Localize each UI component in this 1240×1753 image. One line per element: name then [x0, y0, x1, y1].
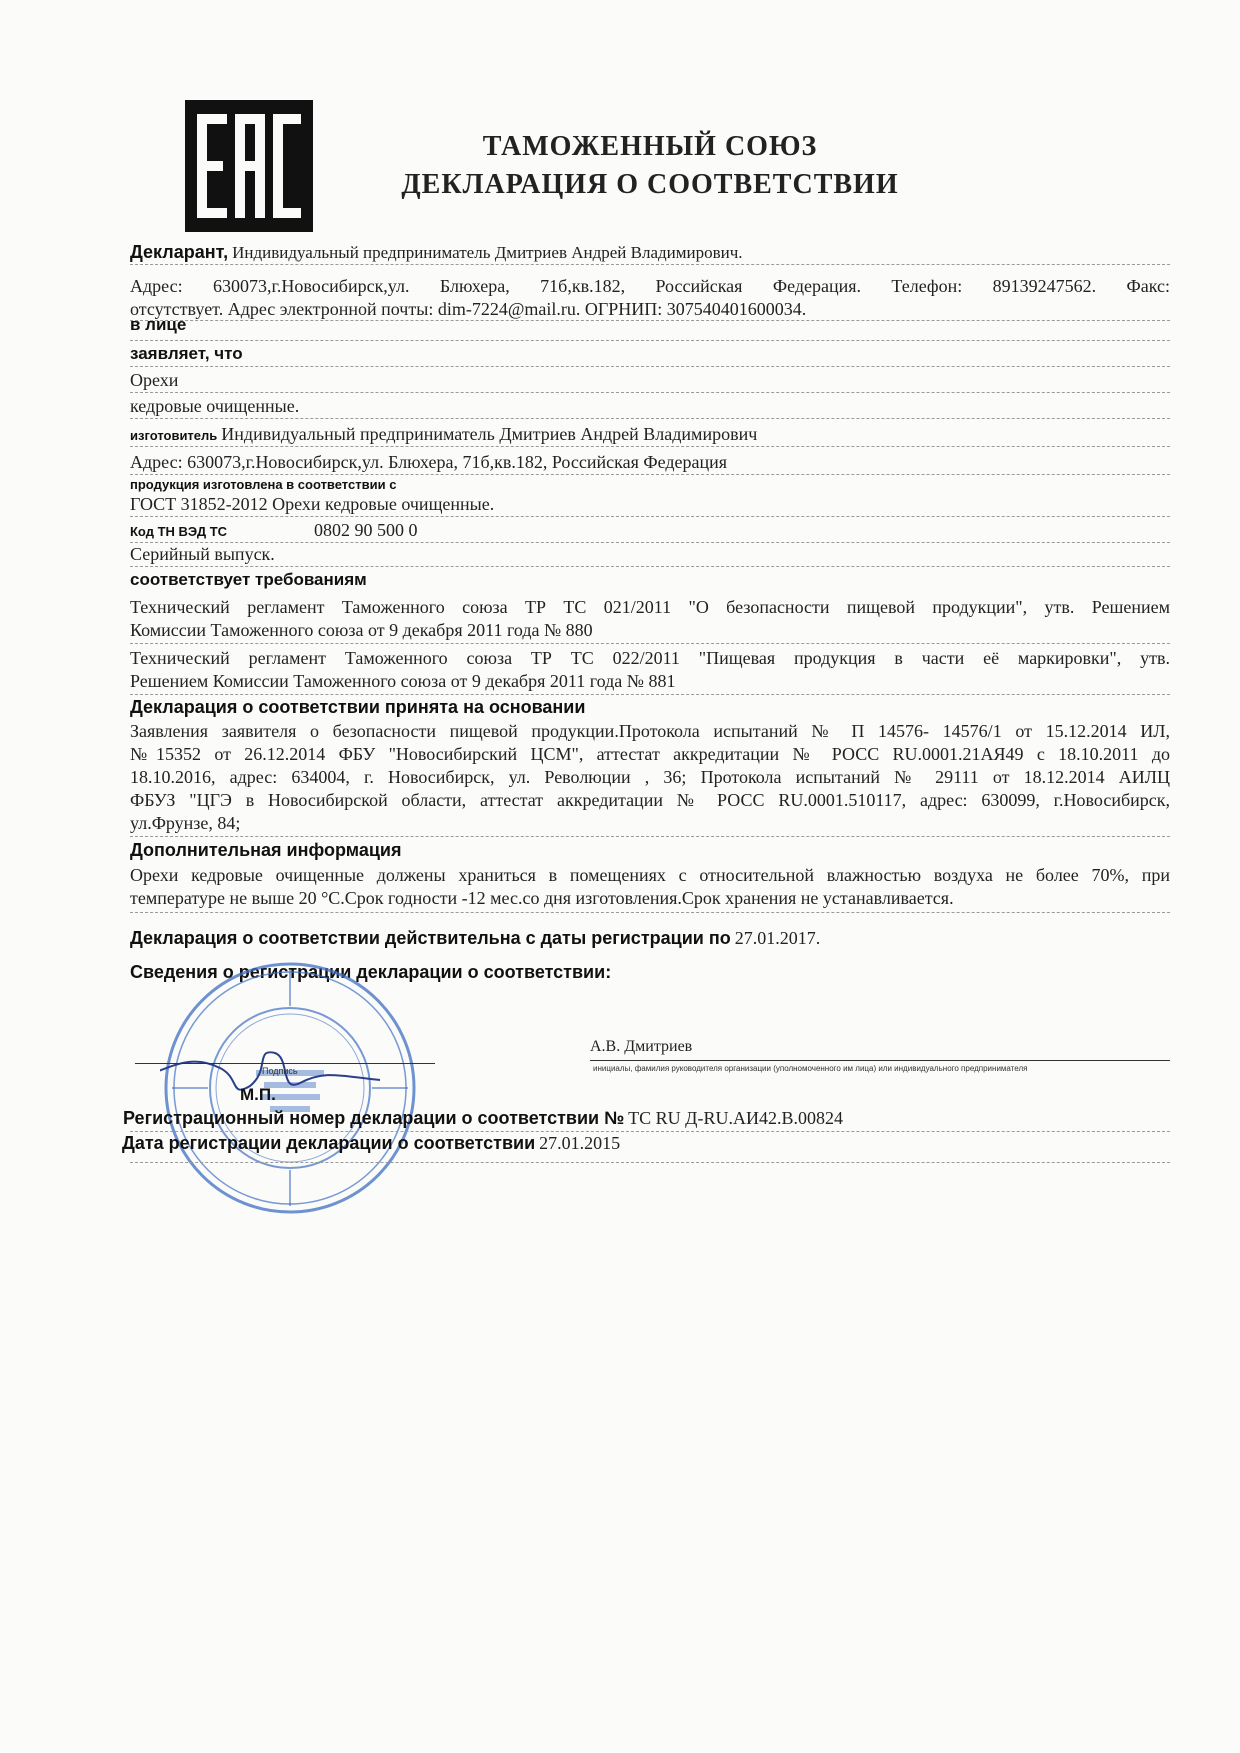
valid-row — [130, 928, 1170, 949]
signatory-name: А.В. Дмитриев — [590, 1038, 693, 1055]
registration-info-label: Сведения о регистрации декларации о соответствии: — [130, 962, 612, 982]
in-person-row — [130, 315, 1170, 335]
manufacturer-label: изготовитель — [130, 428, 218, 443]
produced-row — [130, 476, 1170, 494]
rule — [130, 912, 1170, 913]
declares-label: заявляет, что — [130, 344, 243, 363]
tnved-label: Код ТН ВЭД ТС — [130, 524, 228, 539]
eac-logo-icon — [185, 100, 313, 232]
additional-line-1: Орехи кедровые очищенные должены храниться в помещениях с относительной влажностью воздуха не более 70%, при — [130, 865, 1170, 885]
seal-stamp-icon — [160, 958, 420, 1218]
rule — [130, 694, 1170, 695]
manufacturer-row — [130, 424, 1170, 445]
declarant-address-1: Адрес: 630073,г.Новосибирск,ул. Блюхера, 71б,кв.182, Российская Федерация. Телефон: 89139247562. Факс: — [130, 276, 1170, 296]
rule — [130, 836, 1170, 837]
valid-value: 27.01.2017. — [734, 928, 821, 948]
basis-label: Декларация о соответствии принята на основании — [130, 697, 586, 717]
reg-date-row — [122, 1133, 1162, 1154]
signature-caption: Подпись — [262, 1066, 298, 1076]
signature-line — [135, 1063, 435, 1064]
name-caption: инициалы, фамилия руководителя организации (уполномоченного им лица) или индивидуального предпринимателя — [593, 1064, 1028, 1073]
rule — [130, 516, 1170, 517]
rule — [130, 1162, 1170, 1163]
rule — [130, 366, 1170, 367]
basis-row — [130, 697, 1170, 718]
complies-row — [130, 570, 1170, 590]
basis-line-3: 18.10.2016, адрес: 634004, г. Новосибирск, ул. Революции , 36; Протокола испытаний № 29111 от 18.12.2014 АИЛЦ — [130, 767, 1170, 787]
additional-label: Дополнительная информация — [130, 840, 402, 860]
rule — [130, 392, 1170, 393]
reg-number-label: Регистрационный номер декларации о соответствии № — [123, 1108, 625, 1128]
declarant-label: Декларант, — [130, 242, 229, 262]
manufacturer-name: Индивидуальный предприниматель Дмитриев Андрей Владимирович — [221, 424, 758, 444]
regulation-1a: Технический регламент Таможенного союза ТР ТС 021/2011 "О безопасности пищевой продукции", утв. Решением — [130, 597, 1170, 617]
regulation-2a: Технический регламент Таможенного союза ТР ТС 022/2011 "Пищевая продукция в части её маркировки", утв. — [130, 648, 1170, 668]
stamp-place-label: М.П. — [240, 1085, 276, 1104]
basis-line-1: Заявления заявителя о безопасности пищевой продукции.Протокола испытаний № П 14576- 14576/1 от 15.12.2014 ИЛ, — [130, 721, 1170, 741]
rule — [130, 566, 1170, 567]
declares-row — [130, 344, 1170, 364]
reg-date-label: Дата регистрации декларации о соответствии — [122, 1133, 536, 1153]
declarant-address-2: отсутствует. Адрес электронной почты: dim-7224@mail.ru. ОГРНИП: 307540401600034. — [130, 299, 807, 319]
manufacturer-address: Адрес: 630073,г.Новосибирск,ул. Блюхера, 71б,кв.182, Российская Федерация — [130, 452, 727, 472]
regulation-2b: Решением Комиссии Таможенного союза от 9 декабря 2011 года № 881 — [130, 671, 676, 691]
rule — [130, 446, 1170, 447]
rule — [130, 1131, 1170, 1132]
rule — [130, 542, 1170, 543]
regulation-1b: Комиссии Таможенного союза от 9 декабря 2011 года № 880 — [130, 620, 593, 640]
reg-number-value: ТС RU Д-RU.АИ42.В.00824 — [628, 1108, 843, 1128]
tnved-value: 0802 90 500 0 — [314, 520, 418, 540]
declarant-row — [130, 242, 1170, 263]
rule — [130, 340, 1170, 341]
document-title — [380, 128, 920, 204]
serial-value: Серийный выпуск. — [130, 544, 275, 564]
valid-label: Декларация о соответствии действительна с даты регистрации по — [130, 928, 731, 948]
produced-value: ГОСТ 31852-2012 Орехи кедровые очищенные. — [130, 494, 495, 514]
reg-number-row — [123, 1108, 1163, 1129]
tnved-row — [130, 520, 1170, 541]
basis-line-4: ФБУЗ "ЦГЭ в Новосибирской области, аттестат аккредитации № РОСС RU.0001.510117, адрес: 630099, г.Новосибирск, — [130, 790, 1170, 810]
produced-label: продукция изготовлена в соответствии с — [130, 477, 397, 492]
basis-line-2: №15352 от 26.12.2014 ФБУ "Новосибирский ЦСМ", аттестат аккредитации № РОСС RU.0001.21АЯ49 с 18.10.2011 до — [130, 744, 1170, 764]
rule — [130, 643, 1170, 644]
rule — [130, 474, 1170, 475]
reg-date-value: 27.01.2015 — [539, 1133, 621, 1153]
in-person-label: в лице — [130, 315, 187, 334]
title-line-2: ДЕКЛАРАЦИЯ О СООТВЕТСТВИИ — [401, 169, 899, 200]
basis-line-5: ул.Фрунзе, 84; — [130, 813, 241, 833]
declarant-name: Индивидуальный предприниматель Дмитриев Андрей Владимирович. — [232, 243, 743, 262]
additional-line-2: температуре не выше 20 °С.Срок годности -12 мес.со дня изготовления.Срок хранения не устанавливается. — [130, 888, 954, 908]
product-line-2: кедровые очищенные. — [130, 396, 300, 416]
rule — [130, 264, 1170, 265]
additional-row — [130, 840, 1170, 861]
rule — [130, 418, 1170, 419]
name-line — [590, 1060, 1170, 1061]
complies-label: соответствует требованиям — [130, 570, 367, 589]
title-line-1: ТАМОЖЕННЫЙ СОЮЗ — [482, 131, 818, 162]
product-line-1: Орехи — [130, 370, 179, 390]
